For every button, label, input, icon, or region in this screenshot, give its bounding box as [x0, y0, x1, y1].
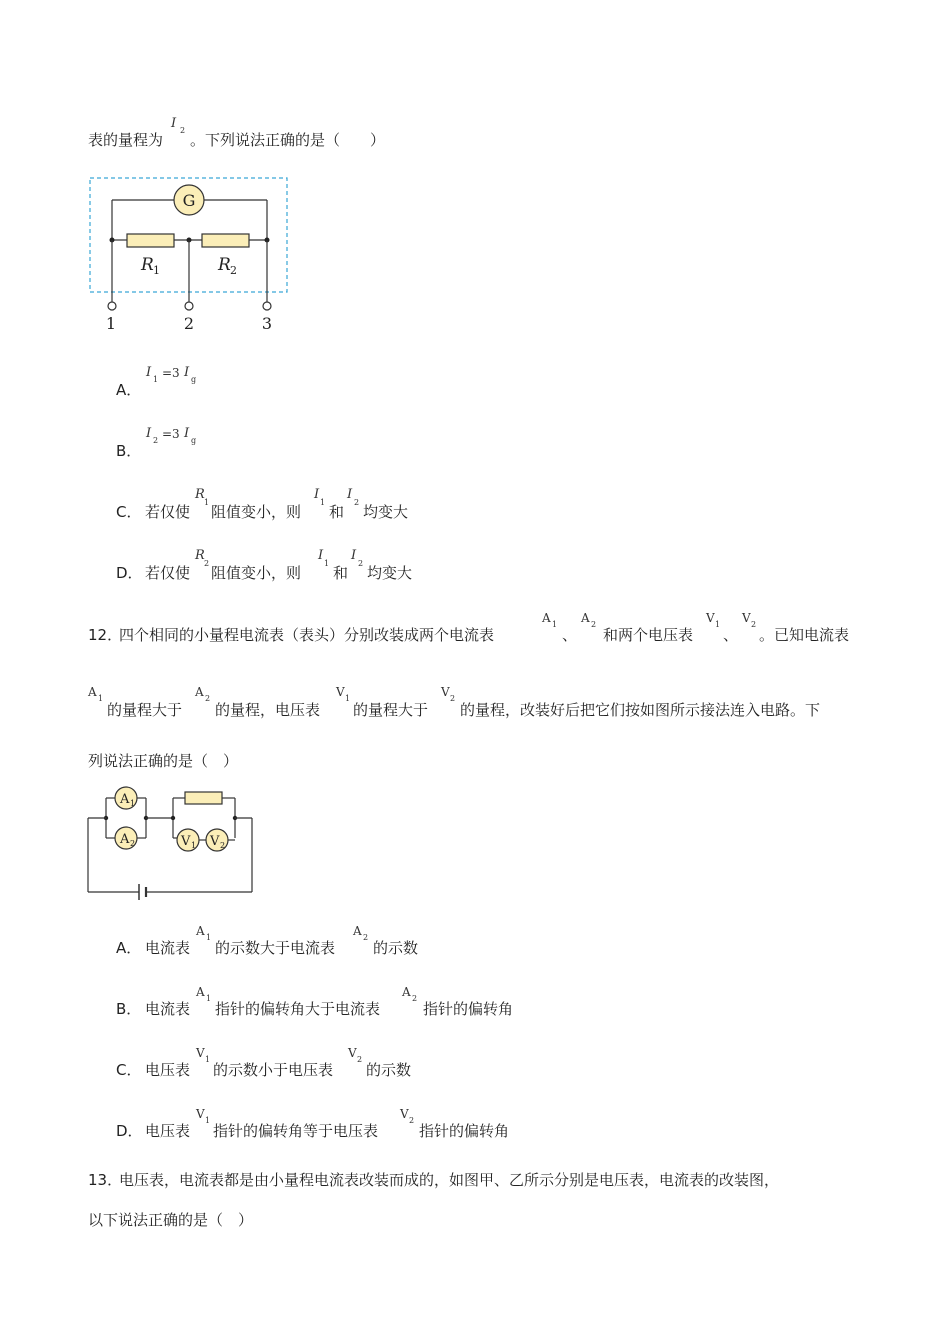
v1-label: V	[181, 834, 191, 849]
option-text: 电流表	[145, 939, 191, 957]
formula-sub: 1	[324, 559, 330, 568]
formula-symbol: I	[146, 365, 152, 380]
q12-text: 列说法正确的是（ ）	[88, 752, 239, 770]
option-label: B．	[116, 442, 142, 460]
a1-label: A	[120, 792, 130, 807]
meter-sub: 2	[412, 994, 418, 1003]
formula-sub: 1	[204, 498, 210, 507]
meter-sub: 1	[206, 994, 212, 1003]
resistor	[185, 792, 222, 804]
meter-sub: 1	[345, 694, 351, 703]
q11-stem-sym: I	[171, 116, 177, 131]
meter-symbol: V	[400, 1107, 409, 1121]
formula-rhs: =3	[162, 366, 180, 380]
option-label: A．	[116, 939, 142, 957]
meter-symbol: V	[196, 1046, 205, 1060]
q12-text: 四个相同的小量程电流表（表头）分别改装成两个电流表	[119, 626, 495, 644]
meter-symbol: A	[581, 611, 590, 625]
q12-text: 的量程，改装好后把它们按如图所示接法连入电路。下	[460, 701, 821, 719]
q12-text: 的量程大于	[353, 701, 429, 719]
formula-symbol: I	[146, 426, 152, 441]
q12-text: 和两个电压表	[603, 626, 694, 644]
v1-sub: 1	[191, 841, 197, 850]
formula-symbol: I	[318, 548, 324, 563]
formula-symbol: I	[184, 365, 190, 380]
meter-sub: 1	[206, 933, 212, 942]
meter-sub: 2	[205, 694, 211, 703]
q12-text: 。已知电流表	[759, 626, 850, 644]
a1-sub: 1	[130, 799, 136, 808]
option-text: 电压表	[145, 1061, 191, 1079]
q11-stem-post: 。下列说法正确的是（ ）	[190, 131, 386, 149]
formula-symbol: R	[195, 548, 205, 563]
meter-sub: 2	[357, 1055, 363, 1064]
question-number: 13．	[88, 1171, 123, 1189]
meter-sub: 2	[751, 620, 757, 629]
option-text: 指针的偏转角	[423, 1000, 514, 1018]
option-text: 阻值变小，则	[211, 503, 302, 521]
formula-sub: 1	[153, 375, 159, 384]
meter-symbol: V	[742, 611, 751, 625]
option-text: 电流表	[145, 1000, 191, 1018]
meter-symbol: A	[196, 985, 205, 999]
option-text: 电压表	[145, 1122, 191, 1140]
formula-sub: 1	[320, 498, 326, 507]
option-text: 若仅使	[145, 503, 191, 521]
option-text: 指针的偏转角等于电压表	[213, 1122, 379, 1140]
option-text: 的示数	[373, 939, 419, 957]
formula-sub: g	[191, 375, 197, 384]
q11-stem-pre: 表的量程为	[88, 131, 164, 149]
formula-rhs: =3	[162, 427, 180, 441]
r1-sub: 1	[153, 264, 160, 277]
option-text: 指针的偏转角大于电流表	[215, 1000, 381, 1018]
option-text: 和	[329, 503, 345, 521]
galvanometer-label: G	[182, 191, 196, 210]
formula-sub: 2	[354, 498, 360, 507]
option-text: 阻值变小，则	[211, 564, 302, 582]
option-text: 指针的偏转角	[419, 1122, 510, 1140]
meter-symbol: V	[348, 1046, 357, 1060]
r2-sub: 2	[230, 264, 237, 277]
option-text: 若仅使	[145, 564, 191, 582]
q12-text: 的量程大于	[107, 701, 183, 719]
terminal-2-label: 2	[183, 314, 195, 333]
formula-symbol: I	[351, 548, 357, 563]
q13-text: 电压表，电流表都是由小量程电流表改装而成的，如图甲、乙所示分别是电压表，电流表的改装图，	[119, 1171, 780, 1189]
q12-text: 、	[562, 626, 578, 644]
q12-circuit-figure	[84, 785, 259, 905]
meter-sub: 1	[552, 620, 558, 629]
option-text: 均变大	[363, 503, 409, 521]
meter-sub: 2	[450, 694, 456, 703]
meter-symbol: V	[706, 611, 715, 625]
option-text: 均变大	[367, 564, 413, 582]
r2-label: R	[218, 255, 231, 275]
terminal-1	[108, 302, 116, 310]
terminal-2	[185, 302, 193, 310]
meter-symbol: A	[195, 685, 204, 699]
option-label: C．	[116, 503, 142, 521]
meter-sub: 2	[409, 1116, 415, 1125]
formula-sub: 2	[153, 436, 159, 445]
a2-label: A	[120, 832, 130, 847]
formula-sub: 2	[204, 559, 210, 568]
option-label: D．	[116, 1122, 143, 1140]
formula-symbol: I	[314, 487, 320, 502]
meter-sub: 1	[715, 620, 721, 629]
q11-circuit-figure	[84, 172, 299, 334]
meter-sub: 1	[205, 1116, 211, 1125]
option-label: C．	[116, 1061, 142, 1079]
meter-symbol: V	[441, 685, 450, 699]
meter-symbol: A	[542, 611, 551, 625]
formula-symbol: I	[347, 487, 353, 502]
q13-text: 以下说法正确的是（ ）	[88, 1211, 254, 1229]
q12-text: 的量程，电压表	[215, 701, 321, 719]
v2-label: V	[210, 834, 220, 849]
terminal-3-label: 3	[261, 314, 273, 333]
formula-symbol: I	[184, 426, 190, 441]
meter-symbol: V	[336, 685, 345, 699]
option-text: 的示数大于电流表	[215, 939, 336, 957]
question-number: 12．	[88, 626, 123, 644]
meter-symbol: A	[88, 685, 97, 699]
option-label: B．	[116, 1000, 142, 1018]
resistor-r1	[127, 234, 174, 247]
meter-symbol: A	[402, 985, 411, 999]
option-label: D．	[116, 564, 143, 582]
resistor-r2	[202, 234, 249, 247]
meter-sub: 1	[98, 694, 104, 703]
formula-sub: g	[191, 436, 197, 445]
meter-symbol: A	[353, 924, 362, 938]
formula-symbol: R	[195, 487, 205, 502]
a2-sub: 2	[130, 839, 136, 848]
meter-symbol: V	[196, 1107, 205, 1121]
meter-symbol: A	[196, 924, 205, 938]
option-text: 和	[333, 564, 349, 582]
q11-stem-sub: 2	[180, 126, 186, 135]
q12-text: 、	[723, 626, 739, 644]
option-label: A．	[116, 381, 142, 399]
meter-sub: 2	[363, 933, 369, 942]
v2-sub: 2	[220, 841, 226, 850]
option-text: 的示数小于电压表	[213, 1061, 334, 1079]
terminal-1-label: 1	[105, 314, 117, 333]
r1-label: R	[141, 255, 154, 275]
formula-sub: 2	[358, 559, 364, 568]
meter-sub: 2	[591, 620, 597, 629]
terminal-3	[263, 302, 271, 310]
option-text: 的示数	[366, 1061, 412, 1079]
meter-sub: 1	[205, 1055, 211, 1064]
